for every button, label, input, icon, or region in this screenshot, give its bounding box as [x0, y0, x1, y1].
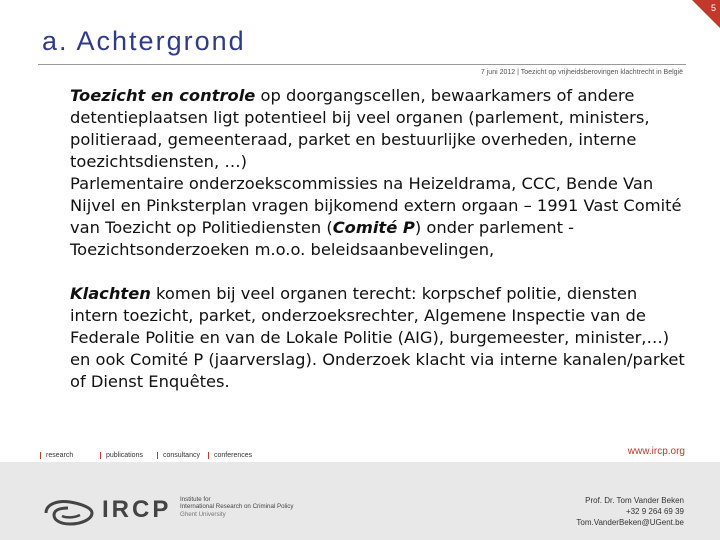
- logo-subtitle-line: Institute for: [180, 496, 211, 503]
- contact-name: Prof. Dr. Tom Vander Beken: [585, 496, 684, 505]
- page-number: 5: [710, 3, 716, 13]
- ircp-logo: [42, 496, 322, 530]
- paragraph-klachten: [70, 283, 690, 393]
- paragraph-text: op doorgangscellen, bewaarkamers of andere detentieplaatsen ligt potentieel bij veel organen (parlement, ministers, politieraad, gemeenteraad, parket en bestuurlijke overheden, interne toezichtsdiensten, …): [70, 86, 650, 171]
- slide-body: [70, 85, 690, 393]
- logo-university: Ghent University: [180, 510, 226, 518]
- tag-consultancy: consultancy: [157, 452, 200, 459]
- paragraph-toezicht: [70, 85, 690, 173]
- paragraph-text: Parlementaire onderzoekscommissies na Heizeldrama, CCC, Bende Van Nijvel en Pinksterplan vragen bijkomend extern orgaan – 1991 Vast Comité van Toezicht op Politiediensten (: [70, 174, 682, 237]
- paragraph-lead: Toezicht en controle: [70, 86, 256, 105]
- paragraph-text: komen bij veel organen terecht: korpschef politie, diensten intern toezicht, parket, onderzoeksrechter, Algemene Inspectie van de Federale Politie en van de Lokale Politie (AIG), burgemeester, minister,…) en ook Comité P (jaarverslag). Onderzoek klacht via interne kanalen/parket of Dienst Enquêtes.: [70, 284, 685, 391]
- tag-conferences: conferences: [208, 452, 252, 459]
- paragraph-text: ) onder parlement - Toezichtsonderzoeken m.o.o. beleidsaanbevelingen,: [70, 218, 575, 259]
- tag-publications: publications: [100, 452, 143, 459]
- tag-research: research: [40, 452, 73, 459]
- slide-subheader: 7 juni 2012 | Toezicht op vrijheidsberovingen klachtrecht in België: [480, 69, 683, 76]
- website-link[interactable]: www.ircp.org: [627, 446, 685, 457]
- ircp-swirl-icon: [42, 498, 98, 528]
- logo-subtitle-line: International Research on Criminal Policy: [180, 503, 294, 511]
- contact-phone: +32 9 264 69 39: [625, 507, 684, 516]
- paragraph-emphasis: Comité P: [332, 218, 415, 237]
- logo-subtitle: [180, 496, 330, 518]
- paragraph-lead: Klachten: [70, 284, 151, 303]
- logo-wordmark: IRCP: [102, 496, 172, 523]
- title-divider: [38, 64, 686, 65]
- contact-email[interactable]: Tom.VanderBeken@UGent.be: [576, 518, 684, 527]
- contact-block: [576, 495, 684, 528]
- slide-title: a. Achtergrond: [42, 26, 246, 56]
- paragraph-parlement: [70, 173, 690, 261]
